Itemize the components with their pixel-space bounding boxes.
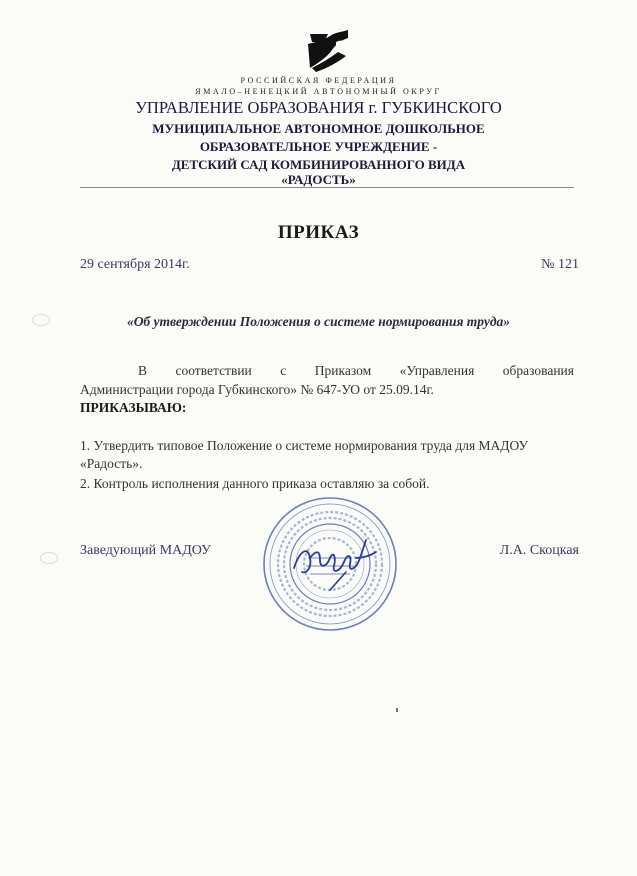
institution-line-4: «РАДОСТЬ» bbox=[281, 172, 356, 187]
order-number: № 121 bbox=[541, 257, 579, 272]
header-divider bbox=[80, 187, 574, 188]
item-1-line-2: «Радость». bbox=[80, 456, 143, 471]
signatory-name: Л.А. Скоцкая bbox=[499, 543, 579, 558]
institution-line-1: МУНИЦИПАЛЬНОЕ АВТОНОМНОЕ ДОШКОЛЬНОЕ bbox=[152, 121, 485, 136]
basis-line-2: Администрации города Губкинского» № 647-УО от 25.09.14г. bbox=[80, 382, 434, 397]
item-2: 2. Контроль исполнения данного приказа оставляю за собой. bbox=[80, 476, 430, 491]
signatory-position: Заведующий МАДОУ bbox=[80, 543, 211, 558]
order-date: 29 сентября 2014г. bbox=[80, 257, 190, 272]
basis-line-1: В соответствии с Приказом «Управления образования bbox=[138, 363, 574, 378]
department-name: УПРАВЛЕНИЕ ОБРАЗОВАНИЯ г. ГУБКИНСКОГО bbox=[135, 98, 502, 117]
handwritten-signature bbox=[286, 528, 382, 592]
coat-of-arms-emblem bbox=[306, 28, 352, 72]
paper-speck bbox=[396, 708, 398, 712]
country-line: РОССИЙСКАЯ ФЕДЕРАЦИЯ bbox=[240, 76, 397, 85]
order-subject: «Об утверждении Положения о системе нормирования труда» bbox=[126, 314, 511, 329]
order-title: ПРИКАЗ bbox=[277, 222, 360, 243]
item-1-line-1: 1. Утвердить типовое Положение о системе нормирования труда для МАДОУ bbox=[80, 438, 529, 453]
punch-hole-mark bbox=[40, 552, 58, 564]
institution-line-3: ДЕТСКИЙ САД КОМБИНИРОВАННОГО ВИДА bbox=[171, 157, 466, 172]
institution-line-2: ОБРАЗОВАТЕЛЬНОЕ УЧРЕЖДЕНИЕ - bbox=[199, 139, 438, 154]
region-line: ЯМАЛО–НЕНЕЦКИЙ АВТОНОМНЫЙ ОКРУГ bbox=[195, 87, 442, 96]
decree-word: ПРИКАЗЫВАЮ: bbox=[80, 400, 187, 415]
